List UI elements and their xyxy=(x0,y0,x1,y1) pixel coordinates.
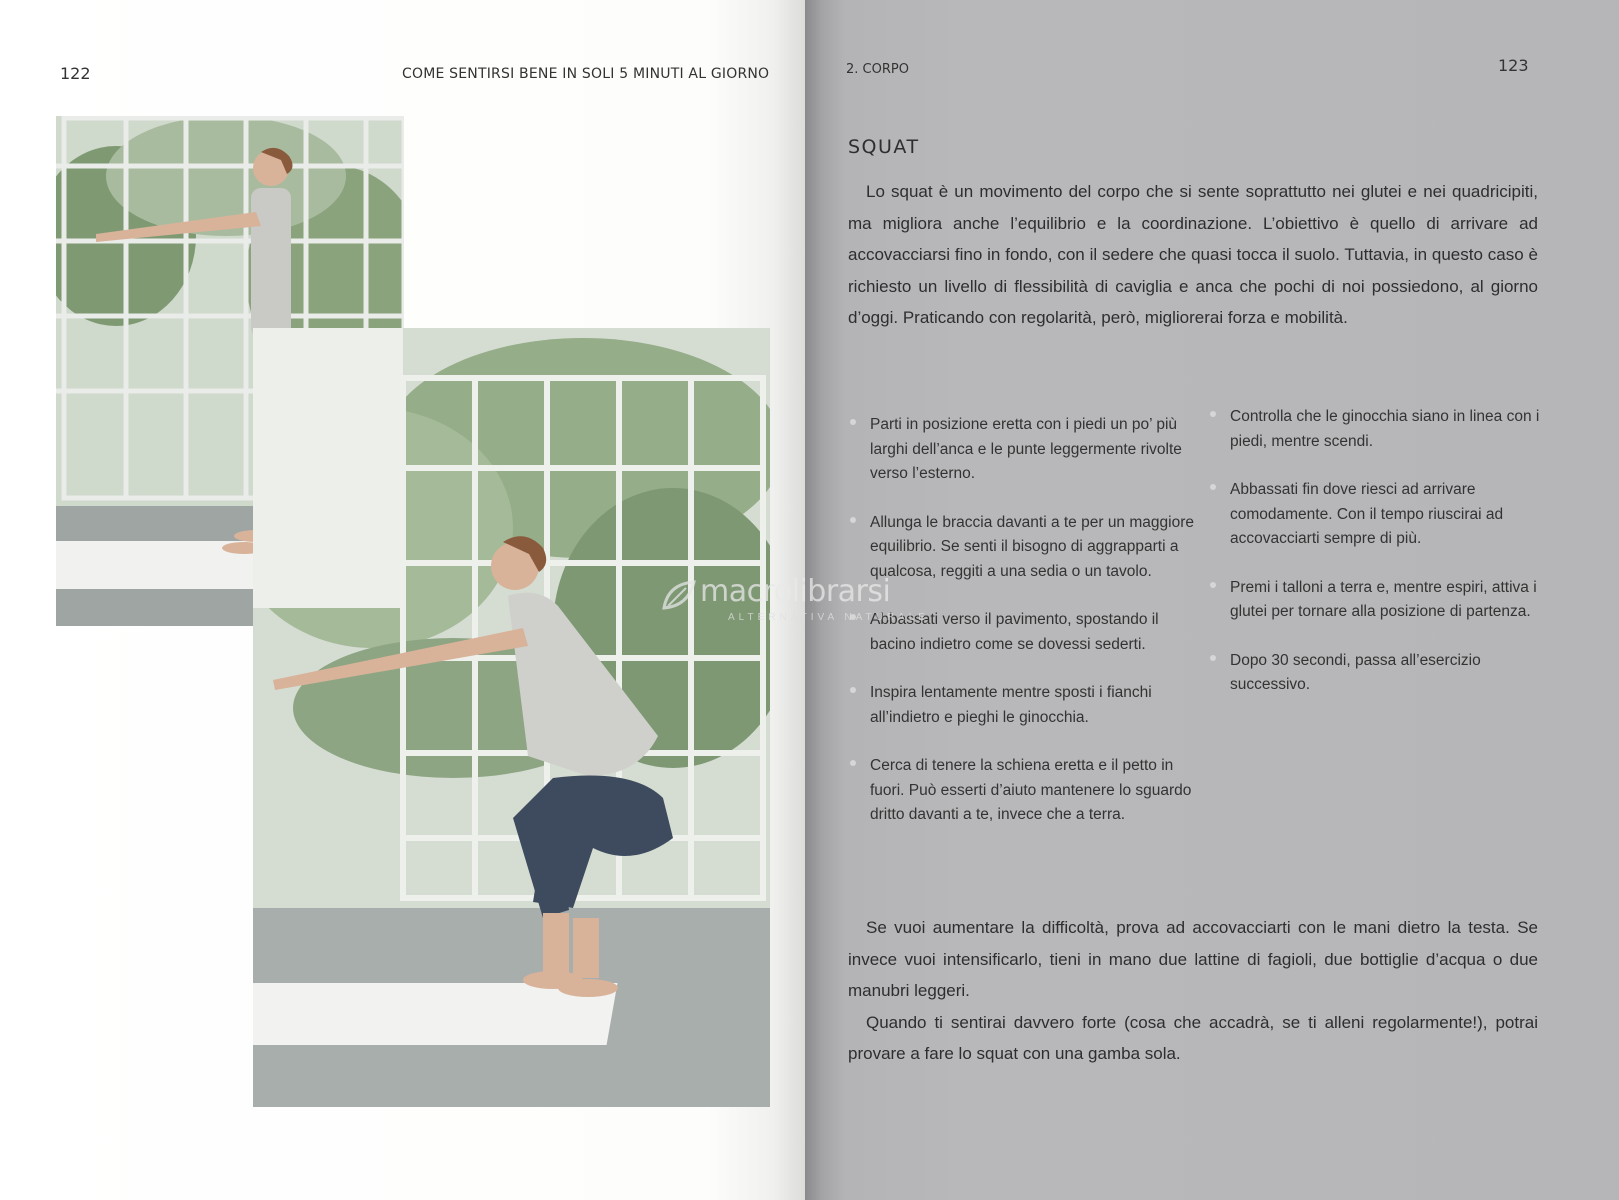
list-item: Dopo 30 secondi, passa all’esercizio successivo. xyxy=(1210,649,1550,698)
list-item: Controlla che le ginocchia siano in linea con i piedi, mentre scendi. xyxy=(1210,405,1550,454)
intro-paragraph: Lo squat è un movimento del corpo che si sente soprattutto nei glutei e nei quadricipiti, ma migliora anche l’equilibrio e la coordinazione. L’obiettivo è quello di arrivare ad accovacciarsi fino in fondo, con il sedere che quasi tocca il suolo. Tuttavia, in questo caso è richiesto un livello di flessibilità di caviglia e anca che pochi di noi possiedono, al giorno d’oggi. Praticando con regolarità, però, migliorerai forza e mobilità. xyxy=(848,182,1538,327)
watermark-tagline: ALTERNATIVA NATURALE xyxy=(728,612,929,623)
closing-text xyxy=(848,912,1538,1070)
bullet-icon xyxy=(1210,655,1216,661)
list-item: Abbassati verso il pavimento, spostando il bacino indietro come se dovessi sederti. xyxy=(850,608,1200,657)
bullet-icon xyxy=(850,760,856,766)
list-item: Inspira lentamente mentre sposti i fianchi all’indietro e pieghi le ginocchia. xyxy=(850,681,1200,730)
bullet-icon xyxy=(1210,411,1216,417)
bullet-icon xyxy=(1210,484,1216,490)
bullet-icon xyxy=(1210,582,1216,588)
steps-column-right xyxy=(1210,405,1550,698)
watermark xyxy=(660,572,960,632)
watermark-brand: macrolibrarsi xyxy=(700,574,891,609)
list-item: Premi i talloni a terra e, mentre espiri, attiva i glutei per tornare alla posizione di partenza. xyxy=(1210,576,1550,625)
squatting-woman-icon xyxy=(253,328,770,1107)
closing-paragraph-1: Se vuoi aumentare la difficoltà, prova ad accovacciarti con le mani dietro la testa. Se invece vuoi intensificarlo, tieni in mano due lattine di fagioli, due bottiglie d’acqua o due manubri leggeri. xyxy=(848,918,1538,1000)
closing-paragraph-2: Quando ti sentirai davvero forte (cosa che accadrà, se ti alleni regolarmente!), potrai provare a fare lo squat con una gamba sola. xyxy=(848,1012,1538,1063)
list-item: Abbassati fin dove riesci ad arrivare comodamente. Con il tempo riuscirai ad accovacciarti sempre di più. xyxy=(1210,478,1550,552)
section-title: SQUAT xyxy=(848,136,920,158)
leaf-logo-icon xyxy=(660,578,696,614)
left-page-number: 122 xyxy=(60,64,91,83)
bullet-icon xyxy=(850,419,856,425)
right-page-number: 123 xyxy=(1498,56,1529,75)
list-item: Cerca di tenere la schiena eretta e il petto in fuori. Può esserti d’aiuto mantenere lo sguardo dritto davanti a te, invece che a terra. xyxy=(850,754,1200,828)
photo-squat xyxy=(253,328,770,1107)
list-item: Parti in posizione eretta con i piedi un po’ più larghi dell’anca e le punte leggermente rivolte verso l’esterno. xyxy=(850,413,1200,487)
section-head: 2. CORPO xyxy=(846,62,909,77)
bullet-icon xyxy=(850,517,856,523)
running-head: COME SENTIRSI BENE IN SOLI 5 MINUTI AL GIORNO xyxy=(402,66,770,82)
bullet-icon xyxy=(850,687,856,693)
list-item: Allunga le braccia davanti a te per un maggiore equilibrio. Se senti il bisogno di aggrapparti a qualcosa, reggiti a una sedia o un tavolo. xyxy=(850,511,1200,585)
